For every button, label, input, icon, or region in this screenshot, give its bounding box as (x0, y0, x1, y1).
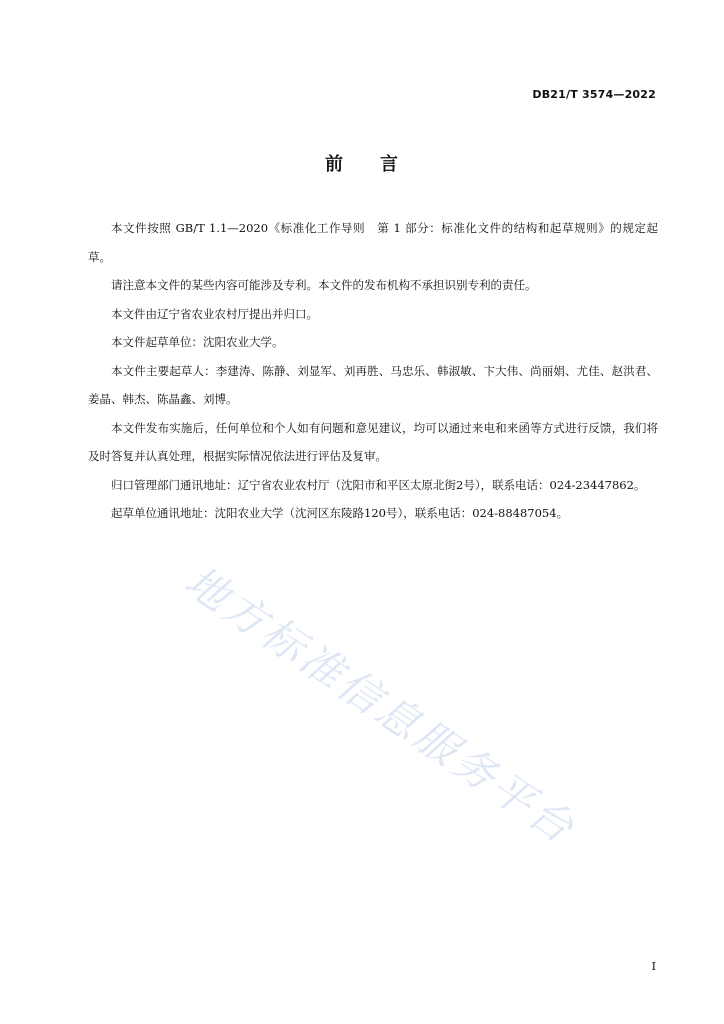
paragraph-drafting-unit: 本文件起草单位：沈阳农业大学。 (111, 335, 284, 349)
title-char-1: 前 (325, 154, 344, 175)
page-number: I (651, 960, 656, 973)
paragraph-feedback: 本文件发布实施后，任何单位和个人如有问题和意见建议，均可以通过来电和来函等方式进行反馈，我们将及时答复并认真处理，根据实际情况依法进行评估及复审。 (88, 420, 658, 463)
paragraph-drafters: 本文件主要起草人：李建涛、陈静、刘显军、刘再胜、马忠乐、韩淑敏、卞大伟、尚丽娟、尤佳、赵洪君、姜晶、韩杰、陈晶鑫、刘博。 (88, 363, 658, 406)
page-title (0, 150, 724, 176)
paragraph-proposer: 本文件由辽宁省农业农村厅提出并归口。 (111, 306, 318, 321)
document-code: DB21/T 3574—2022 (532, 88, 656, 101)
watermark: 地方标准信息服务平台 (176, 556, 585, 855)
paragraph-drafter-contact: 起草单位通讯地址：沈阳农业大学（沈河区东陵路120号），联系电话：024-88487054。 (111, 506, 569, 520)
paragraph-patent-notice: 请注意本文件的某些内容可能涉及专利。本文件的发布机构不承担识别专利的责任。 (111, 278, 537, 292)
paragraph-drafting-rules: 本文件按照 GB/T 1.1—2020《标准化工作导则 第 1 部分：标准化文件的结构和起草规则》的规定起草。 (88, 221, 658, 264)
paragraph-authority-contact: 归口管理部门通讯地址：辽宁省农业农村厅（沈阳市和平区太原北街2号），联系电话：024-23447862。 (111, 477, 646, 492)
title-char-2: 言 (380, 154, 399, 175)
foreword-body (88, 214, 658, 528)
